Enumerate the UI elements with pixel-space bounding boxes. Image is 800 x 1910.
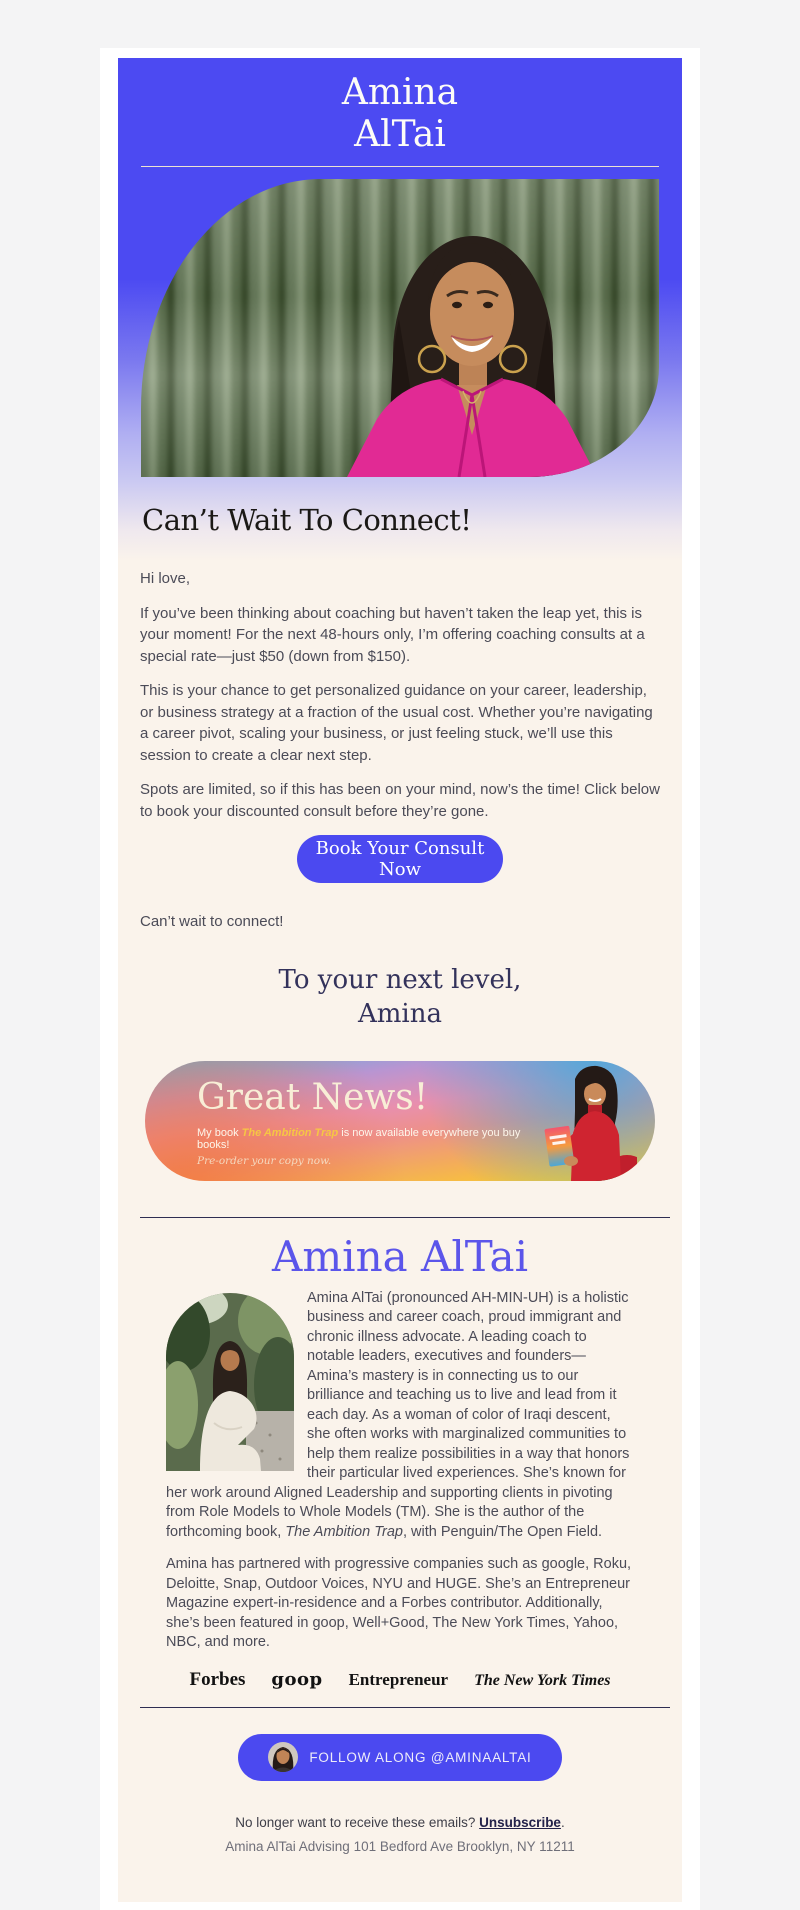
unsubscribe-line (140, 1815, 660, 1830)
header-divider (141, 166, 659, 167)
greeting-text: Hi love, (140, 570, 191, 587)
brand-logo-line1: Amina (341, 72, 459, 113)
signoff-line1: To your next level, (278, 964, 522, 995)
forbes-logo: Forbes (189, 1668, 246, 1690)
signoff (140, 963, 660, 1031)
bio-para1-text: Amina AlTai (pronounced AH-MIN-UH) is a holistic business and career coach, proud immigrant and chronic illness advocate. A leading coach to notable leaders, executives and founders—Amina’s mastery is in connecting us to our brilliance and teaching us to live and lead from it each day. As a woman of color of Iraqi descent, she often works with marginalized communities to help them realize possibilities in a way that honors their particular lived experiences. She’s known for her work around Aligned Leadership and supporting clients in pivoting from Role Models to Whole Models (TM). She is the author of the forthcoming book, (166, 1289, 630, 1540)
email-content (118, 58, 682, 1902)
new-york-times-logo: The New York Times (474, 1671, 611, 1689)
email-footer (140, 1815, 660, 1876)
entrepreneur-logo: Entrepreneur (348, 1669, 449, 1689)
bio-book-title: The Ambition Trap (285, 1523, 403, 1540)
book-promo-banner[interactable] (145, 1061, 655, 1181)
offer-text: If you’ve been thinking about coaching but haven’t taken the leap yet, this is your moment! For the next 48-hours only, I’m offering coaching consults at a special rate—just $50 (down from $150). (140, 604, 645, 665)
banner-book-title: The Ambition Trap (241, 1126, 339, 1139)
press-logos (140, 1669, 660, 1691)
hero-section (118, 58, 682, 560)
bio-paragraph-2: Amina has partnered with progressive companies such as google, Roku, Deloitte, Snap, Outdoor Voices, NYU and HUGE. She’s an Entrepreneur Magazine expert-in-residence and a Forbes contributor. Additionally, she’s been featured in goop, Well+Good, The New York Times, Yahoo, NBC, and more. (166, 1556, 632, 1650)
unsubscribe-link[interactable]: Unsubscribe (479, 1814, 561, 1830)
sender-address: Amina AlTai Advising 101 Bedford Ave Brooklyn, NY 11211 (225, 1838, 575, 1854)
amina-portrait-photo (141, 179, 659, 477)
banner-line1-suffix: is now available everywhere you buy books! (197, 1126, 521, 1151)
follow-button-label: FOLLOW ALONG @AMINAALTAI (309, 1749, 532, 1765)
banner-text (197, 1077, 527, 1167)
email-wrapper (100, 48, 700, 1910)
bio-heading: Amina AlTai (271, 1231, 529, 1281)
banner-preorder-text: Pre-order your copy now. (197, 1154, 332, 1167)
banner-announcement (197, 1127, 527, 1151)
banner-line1-prefix: My book (197, 1126, 242, 1139)
unsubscribe-suffix: . (560, 1814, 565, 1830)
page-title: Can’t Wait To Connect! (142, 503, 472, 537)
signoff-name: Amina (358, 998, 442, 1029)
value-text: This is your chance to get personalized guidance on your career, leadership, or business strategy at a fraction of the usual cost. Whether you’re navigating a career pivot, scaling your business, or just feeling stuck, we’ll use this session to create a clear next step. (140, 682, 653, 764)
brand-logo-line2: AlTai (354, 114, 446, 155)
bio-para1-tail: , with Penguin/The Open Field. (402, 1523, 603, 1540)
goop-logo: goop (271, 1668, 323, 1690)
bio-section (140, 1281, 660, 1653)
follow-along-button[interactable] (238, 1734, 562, 1781)
banner-title: Great News! (197, 1076, 429, 1118)
section-divider-bottom (140, 1707, 670, 1708)
closing-text: Can’t wait to connect! (140, 913, 284, 930)
book-consult-button[interactable]: Book Your Consult Now (297, 835, 503, 883)
avatar (268, 1742, 298, 1772)
brand-logo (118, 58, 682, 156)
avatar-illustration (268, 1742, 298, 1772)
amina-bio-photo (166, 1293, 294, 1471)
portrait-illustration (141, 179, 659, 477)
bio-photo-illustration (166, 1293, 294, 1471)
unsubscribe-prefix: No longer want to receive these emails? (235, 1814, 480, 1830)
section-divider-top (140, 1217, 670, 1218)
letter-section (118, 560, 682, 1902)
urgency-text: Spots are limited, so if this has been on your mind, now’s the time! Click below to book your discounted consult before they’re gone. (140, 781, 660, 820)
